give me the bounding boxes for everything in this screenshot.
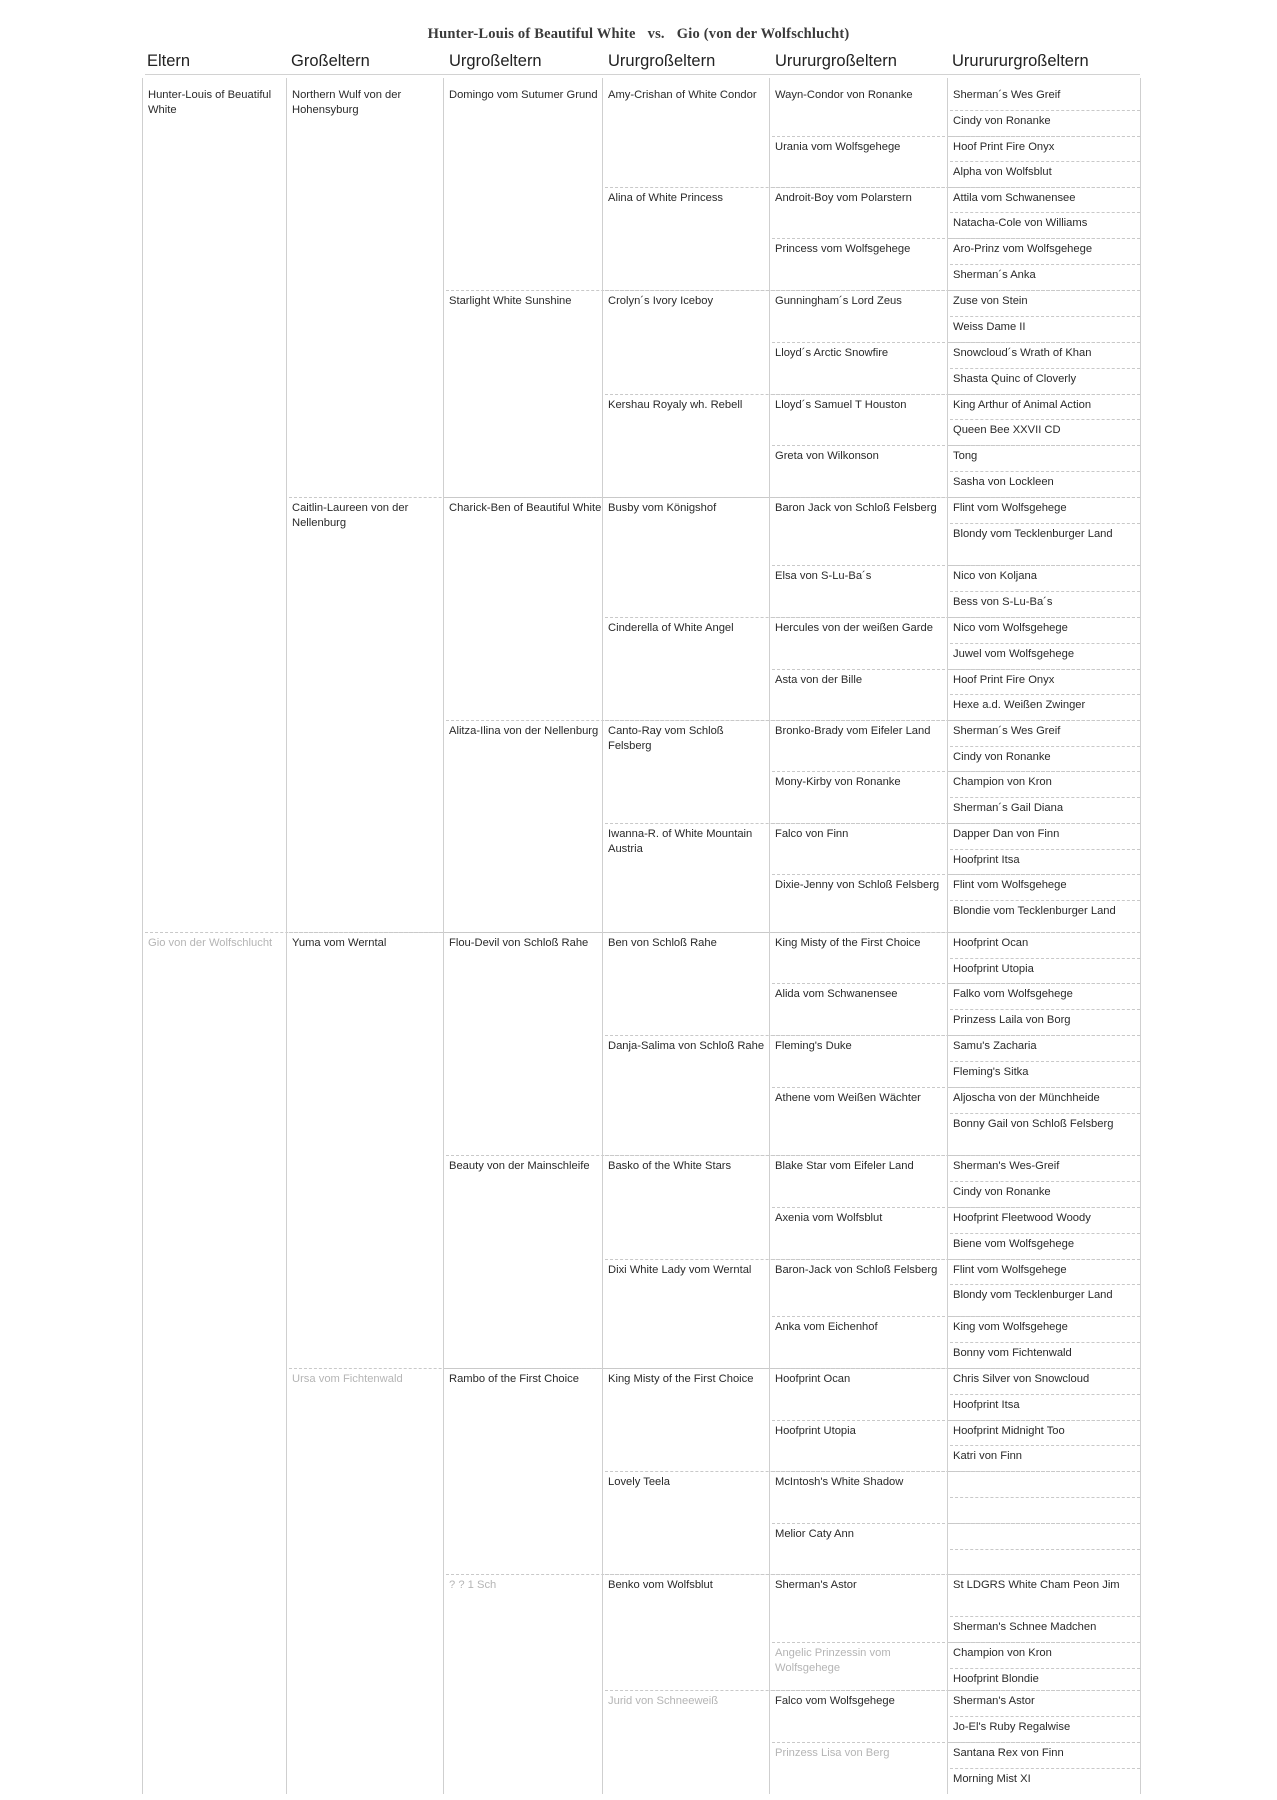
column-divider bbox=[602, 78, 603, 1794]
gen5-ancestor-name: Falco vom Wolfsgehege bbox=[775, 1695, 895, 1707]
gen5-ancestor-name: Hoofprint Utopia bbox=[775, 1425, 856, 1437]
gen6-ancestor-name: Blondy vom Tecklenburger Land bbox=[953, 1289, 1113, 1301]
title-vs: vs. bbox=[647, 26, 665, 42]
gen5-ancestor-name: Baron Jack von Schloß Felsberg bbox=[775, 502, 937, 514]
gen6-ancestor-name: Sherman´s Wes Greif bbox=[953, 89, 1061, 101]
gen5-ancestor-name: Athene vom Weißen Wächter bbox=[775, 1092, 921, 1104]
gen6-ancestor-name: Snowcloud´s Wrath of Khan bbox=[953, 347, 1092, 359]
great-grandparent-name: ? ? 1 Sch bbox=[449, 1579, 497, 1591]
gen6-ancestor-separator bbox=[950, 1061, 1140, 1062]
gen4-ancestor-name: Cinderella of White Angel bbox=[608, 622, 734, 634]
gen6-ancestor-separator bbox=[950, 1523, 1140, 1524]
header-urgrosseltern: Urgroßeltern bbox=[449, 52, 542, 70]
gen6-ancestor-name: Bonny Gail von Schloß Felsberg bbox=[953, 1118, 1114, 1130]
gen6-ancestor-name: Cindy von Ronanke bbox=[953, 115, 1051, 127]
gen6-ancestor-separator bbox=[950, 290, 1140, 291]
gen6-ancestor-separator bbox=[950, 983, 1140, 984]
gen6-ancestor-name: Sherman´s Gail Diana bbox=[953, 802, 1064, 814]
gen4-ancestor-name: Crolyn´s Ivory Iceboy bbox=[608, 295, 714, 307]
gen6-ancestor-name: Biene vom Wolfsgehege bbox=[953, 1238, 1075, 1250]
column-divider bbox=[769, 78, 770, 1794]
gen6-ancestor-name: Aljoscha von der Münchheide bbox=[953, 1092, 1100, 1104]
gen6-ancestor-separator bbox=[950, 316, 1140, 317]
gen6-ancestor-separator bbox=[950, 874, 1140, 875]
gen4-ancestor-name: Danja-Salima von Schloß Rahe bbox=[608, 1040, 765, 1052]
gen4-ancestor-name: Ben von Schloß Rahe bbox=[608, 937, 717, 949]
gen6-ancestor-name: Hoof Print Fire Onyx bbox=[953, 141, 1055, 153]
gen6-ancestor-separator bbox=[950, 238, 1140, 239]
gen6-ancestor-name: Hexe a.d. Weißen Zwinger bbox=[953, 699, 1086, 711]
gen6-ancestor-separator bbox=[950, 1690, 1140, 1691]
gen6-ancestor-name: Hoofprint Fleetwood Woody bbox=[953, 1212, 1091, 1224]
gen6-ancestor-separator bbox=[950, 1181, 1140, 1182]
gen6-ancestor-name: Katri von Finn bbox=[953, 1450, 1023, 1462]
gen6-ancestor-separator bbox=[950, 523, 1140, 524]
gen6-ancestor-name: Samu's Zacharia bbox=[953, 1040, 1037, 1052]
gen6-ancestor-name: St LDGRS White Cham Peon Jim bbox=[953, 1579, 1120, 1591]
gen6-ancestor-separator bbox=[950, 1742, 1140, 1743]
gen6-ancestor-separator bbox=[950, 1549, 1140, 1550]
gen6-ancestor-name: Hoofprint Ocan bbox=[953, 937, 1029, 949]
gen6-ancestor-name: Alpha von Wolfsblut bbox=[953, 166, 1052, 178]
gen6-ancestor-separator bbox=[950, 1233, 1140, 1234]
gen5-ancestor-name: Prinzess Lisa von Berg bbox=[775, 1747, 890, 1759]
gen6-ancestor-separator bbox=[950, 1087, 1140, 1088]
gen6-ancestor-name: King vom Wolfsgehege bbox=[953, 1321, 1068, 1333]
gen4-ancestor-name: Dixi White Lady vom Werntal bbox=[608, 1264, 752, 1276]
gen6-ancestor-name: Tong bbox=[953, 450, 978, 462]
gen5-ancestor-name: Blake Star vom Eifeler Land bbox=[775, 1160, 914, 1172]
gen5-ancestor-name: Axenia vom Wolfsblut bbox=[775, 1212, 883, 1224]
gen6-ancestor-name: Juwel vom Wolfsgehege bbox=[953, 648, 1075, 660]
gen6-ancestor-separator bbox=[950, 1207, 1140, 1208]
gen5-ancestor-name: Mony-Kirby von Ronanke bbox=[775, 776, 901, 788]
gen6-ancestor-name: Weiss Dame II bbox=[953, 321, 1026, 333]
gen6-ancestor-separator bbox=[950, 617, 1140, 618]
gen6-ancestor-name: Cindy von Ronanke bbox=[953, 751, 1051, 763]
gen6-ancestor-name: Hoofprint Blondie bbox=[953, 1673, 1039, 1685]
great-grandparent-name: Starlight White Sunshine bbox=[449, 295, 572, 307]
gen6-ancestor-separator bbox=[950, 187, 1140, 188]
gen6-ancestor-separator bbox=[950, 643, 1140, 644]
gen6-ancestor-name: Attila vom Schwanensee bbox=[953, 192, 1076, 204]
gen6-ancestor-separator bbox=[950, 212, 1140, 213]
header-ururururgrosseltern: Ururururgroßeltern bbox=[952, 52, 1089, 70]
gen6-ancestor-name: Queen Bee XXVII CD bbox=[953, 424, 1061, 436]
gen6-ancestor-separator bbox=[950, 797, 1140, 798]
gen6-ancestor-name: Sherman´s Anka bbox=[953, 269, 1036, 281]
gen5-ancestor-name: Elsa von S-Lu-Ba´s bbox=[775, 570, 872, 582]
gen6-ancestor-name: Sasha von Lockleen bbox=[953, 476, 1054, 488]
gen6-ancestor-separator bbox=[950, 720, 1140, 721]
gen5-ancestor-name: Princess vom Wolfsgehege bbox=[775, 243, 911, 255]
gen6-ancestor-separator bbox=[950, 1471, 1140, 1472]
gen6-ancestor-separator bbox=[950, 771, 1140, 772]
gen4-ancestor-name: Kershau Royaly wh. Rebell bbox=[608, 399, 743, 411]
right-border bbox=[1140, 78, 1141, 1794]
gen6-ancestor-name: Nico vom Wolfsgehege bbox=[953, 622, 1068, 634]
gen6-ancestor-name: Aro-Prinz vom Wolfsgehege bbox=[953, 243, 1093, 255]
gen5-ancestor-name: Melior Caty Ann bbox=[775, 1528, 854, 1540]
gen4-ancestor-name: King Misty of the First Choice bbox=[608, 1373, 754, 1385]
gen6-ancestor-name: Hoofprint Utopia bbox=[953, 963, 1034, 975]
gen6-ancestor-separator bbox=[950, 1342, 1140, 1343]
title-left-dog: Hunter-Louis of Beautiful White bbox=[427, 26, 636, 42]
gen6-ancestor-name: Blondie vom Tecklenburger Land bbox=[953, 905, 1116, 917]
gen6-ancestor-name: Bonny vom Fichtenwald bbox=[953, 1347, 1072, 1359]
gen4-ancestor-name: Canto-Ray vom Schloß Felsberg bbox=[608, 725, 724, 752]
gen6-ancestor-name: Sherman´s Wes Greif bbox=[953, 725, 1061, 737]
gen6-ancestor-name: Champion von Kron bbox=[953, 1647, 1052, 1659]
gen6-ancestor-separator bbox=[950, 932, 1140, 933]
gen5-ancestor-name: Angelic Prinzessin vom Wolfsgehege bbox=[775, 1647, 891, 1674]
gen6-ancestor-name: Shasta Quinc of Cloverly bbox=[953, 373, 1077, 385]
grandparent-name: Northern Wulf von der Hohensyburg bbox=[292, 89, 402, 116]
gen6-ancestor-separator bbox=[950, 1394, 1140, 1395]
gen6-ancestor-name: Hoofprint Itsa bbox=[953, 854, 1020, 866]
gen6-ancestor-separator bbox=[950, 694, 1140, 695]
parent-name: Hunter-Louis of Beuatiful White bbox=[148, 89, 272, 116]
gen6-ancestor-name: Hoofprint Itsa bbox=[953, 1399, 1020, 1411]
gen6-ancestor-separator bbox=[950, 1768, 1140, 1769]
gen6-ancestor-separator bbox=[950, 669, 1140, 670]
gen6-ancestor-name: Fleming's Sitka bbox=[953, 1066, 1029, 1078]
grandparent-name: Ursa vom Fichtenwald bbox=[292, 1373, 403, 1385]
gen5-ancestor-name: Hoofprint Ocan bbox=[775, 1373, 851, 1385]
gen5-ancestor-name: Hercules von der weißen Garde bbox=[775, 622, 933, 634]
gen6-ancestor-name: Hoofprint Midnight Too bbox=[953, 1425, 1065, 1437]
gen5-ancestor-name: McIntosh's White Shadow bbox=[775, 1476, 904, 1488]
gen6-ancestor-name: Dapper Dan von Finn bbox=[953, 828, 1060, 840]
gen5-ancestor-name: King Misty of the First Choice bbox=[775, 937, 921, 949]
gen4-ancestor-name: Busby vom Königshof bbox=[608, 502, 717, 514]
gen6-ancestor-name: Sherman's Astor bbox=[953, 1695, 1035, 1707]
great-grandparent-name: Beauty von der Mainschleife bbox=[449, 1160, 590, 1172]
gen6-ancestor-name: Flint vom Wolfsgehege bbox=[953, 502, 1067, 514]
gen4-ancestor-name: Lovely Teela bbox=[608, 1476, 670, 1488]
gen5-ancestor-name: Alida vom Schwanensee bbox=[775, 988, 898, 1000]
gen4-ancestor-name: Jurid von Schneeweiß bbox=[608, 1695, 719, 1707]
gen6-ancestor-separator bbox=[950, 849, 1140, 850]
gen6-ancestor-separator bbox=[950, 1497, 1140, 1498]
gen5-ancestor-name: Bronko-Brady vom Eifeler Land bbox=[775, 725, 931, 737]
gen6-ancestor-separator bbox=[950, 136, 1140, 137]
gen4-ancestor-name: Amy-Crishan of White Condor bbox=[608, 89, 757, 101]
gen4-ancestor-name: Iwanna-R. of White Mountain Austria bbox=[608, 828, 753, 855]
gen6-ancestor-name: Morning Mist XI bbox=[953, 1773, 1031, 1785]
gen5-ancestor-name: Dixie-Jenny von Schloß Felsberg bbox=[775, 879, 940, 891]
gen6-ancestor-separator bbox=[950, 1716, 1140, 1717]
gen6-ancestor-separator bbox=[950, 1642, 1140, 1643]
gen6-ancestor-separator bbox=[950, 110, 1140, 111]
grandparent-name: Caitlin-Laureen von der Nellenburg bbox=[292, 502, 409, 529]
gen6-ancestor-name: Sherman's Schnee Madchen bbox=[953, 1621, 1097, 1633]
great-grandparent-name: Flou-Devil von Schloß Rahe bbox=[449, 937, 589, 949]
gen6-ancestor-separator bbox=[950, 1316, 1140, 1317]
gen5-ancestor-name: Asta von der Bille bbox=[775, 674, 863, 686]
gen6-ancestor-separator bbox=[950, 161, 1140, 162]
gen6-ancestor-separator bbox=[950, 1009, 1140, 1010]
gen6-ancestor-separator bbox=[950, 900, 1140, 901]
header-eltern: Eltern bbox=[147, 52, 191, 70]
gen6-ancestor-name: Santana Rex von Finn bbox=[953, 1747, 1064, 1759]
column-divider bbox=[443, 78, 444, 1794]
gen4-ancestor-name: Basko of the White Stars bbox=[608, 1160, 732, 1172]
gen6-ancestor-separator bbox=[950, 1113, 1140, 1114]
gen4-ancestor-name: Benko vom Wolfsblut bbox=[608, 1579, 713, 1591]
gen6-ancestor-name: Flint vom Wolfsgehege bbox=[953, 1264, 1067, 1276]
gen5-ancestor-name: Gunningham´s Lord Zeus bbox=[775, 295, 902, 307]
header-ururgrosseltern: Ururgroßeltern bbox=[608, 52, 716, 70]
gen5-ancestor-name: Wayn-Condor von Ronanke bbox=[775, 89, 913, 101]
gen6-ancestor-separator bbox=[950, 565, 1140, 566]
column-divider bbox=[142, 78, 143, 1794]
gen6-ancestor-separator bbox=[950, 471, 1140, 472]
gen6-ancestor-separator bbox=[950, 1668, 1140, 1669]
gen6-ancestor-separator bbox=[950, 1616, 1140, 1617]
gen6-ancestor-name: Prinzess Laila von Borg bbox=[953, 1014, 1071, 1026]
gen6-ancestor-separator bbox=[950, 1445, 1140, 1446]
gen6-ancestor-name: Bess von S-Lu-Ba´s bbox=[953, 596, 1053, 608]
gen6-ancestor-name: Zuse von Stein bbox=[953, 295, 1028, 307]
gen6-ancestor-separator bbox=[950, 419, 1140, 420]
gen5-ancestor-name: Falco von Finn bbox=[775, 828, 849, 840]
gen6-ancestor-separator bbox=[950, 264, 1140, 265]
title-right-dog: Gio (von der Wolfschlucht) bbox=[676, 26, 850, 42]
gen5-ancestor-name: Anka vom Eichenhof bbox=[775, 1321, 878, 1333]
gen6-ancestor-name: Hoof Print Fire Onyx bbox=[953, 674, 1055, 686]
gen6-ancestor-separator bbox=[950, 368, 1140, 369]
gen6-ancestor-separator bbox=[950, 1284, 1140, 1285]
gen6-ancestor-separator bbox=[950, 394, 1140, 395]
gen6-ancestor-name: Flint vom Wolfsgehege bbox=[953, 879, 1067, 891]
gen6-ancestor-separator bbox=[950, 1035, 1140, 1036]
great-grandparent-name: Alitza-Ilina von der Nellenburg bbox=[449, 725, 599, 737]
great-grandparent-name: Domingo vom Sutumer Grund bbox=[449, 89, 598, 101]
great-grandparent-name: Rambo of the First Choice bbox=[449, 1373, 579, 1385]
gen6-ancestor-name: Cindy von Ronanke bbox=[953, 1186, 1051, 1198]
gen5-ancestor-name: Lloyd´s Arctic Snowfire bbox=[775, 347, 889, 359]
gen6-ancestor-separator bbox=[950, 497, 1140, 498]
gen6-ancestor-name: Blondy vom Tecklenburger Land bbox=[953, 528, 1113, 540]
gen6-ancestor-separator bbox=[950, 1259, 1140, 1260]
gen5-ancestor-name: Lloyd´s Samuel T Houston bbox=[775, 399, 907, 411]
parent-name: Gio von der Wolfschlucht bbox=[148, 937, 273, 949]
header-grosseltern: Großeltern bbox=[291, 52, 370, 70]
gen6-ancestor-separator bbox=[950, 342, 1140, 343]
gen4-ancestor-name: Alina of White Princess bbox=[608, 192, 724, 204]
gen5-ancestor-name: Fleming's Duke bbox=[775, 1040, 852, 1052]
great-grandparent-name: Charick-Ben of Beautiful White bbox=[449, 502, 602, 514]
gen6-ancestor-separator bbox=[950, 958, 1140, 959]
gen5-ancestor-name: Greta von Wilkonson bbox=[775, 450, 879, 462]
gen6-ancestor-name: Jo-El's Ruby Regalwise bbox=[953, 1721, 1071, 1733]
gen6-ancestor-name: Champion von Kron bbox=[953, 776, 1052, 788]
grandparent-name: Yuma vom Werntal bbox=[292, 937, 387, 949]
gen6-ancestor-separator bbox=[950, 1368, 1140, 1369]
gen6-ancestor-separator bbox=[950, 445, 1140, 446]
gen6-ancestor-separator bbox=[950, 823, 1140, 824]
column-divider bbox=[947, 78, 948, 1794]
gen6-ancestor-name: King Arthur of Animal Action bbox=[953, 399, 1092, 411]
header-urururgrosseltern: Urururgroßeltern bbox=[775, 52, 897, 70]
gen6-ancestor-separator bbox=[950, 1155, 1140, 1156]
gen6-ancestor-name: Chris Silver von Snowcloud bbox=[953, 1373, 1090, 1385]
gen6-ancestor-separator bbox=[950, 746, 1140, 747]
gen5-ancestor-name: Androit-Boy vom Polarstern bbox=[775, 192, 912, 204]
gen6-ancestor-name: Natacha-Cole von Williams bbox=[953, 217, 1088, 229]
gen6-ancestor-separator bbox=[950, 591, 1140, 592]
gen6-ancestor-separator bbox=[950, 1420, 1140, 1421]
gen5-ancestor-name: Sherman's Astor bbox=[775, 1579, 857, 1591]
gen6-ancestor-separator bbox=[950, 1574, 1140, 1575]
gen6-ancestor-name: Nico von Koljana bbox=[953, 570, 1037, 582]
gen5-ancestor-name: Baron-Jack von Schloß Felsberg bbox=[775, 1264, 938, 1276]
column-divider bbox=[286, 78, 287, 1794]
gen5-ancestor-name: Urania vom Wolfsgehege bbox=[775, 141, 901, 153]
gen6-ancestor-name: Sherman's Wes-Greif bbox=[953, 1160, 1060, 1172]
gen6-ancestor-name: Falko vom Wolfsgehege bbox=[953, 988, 1073, 1000]
